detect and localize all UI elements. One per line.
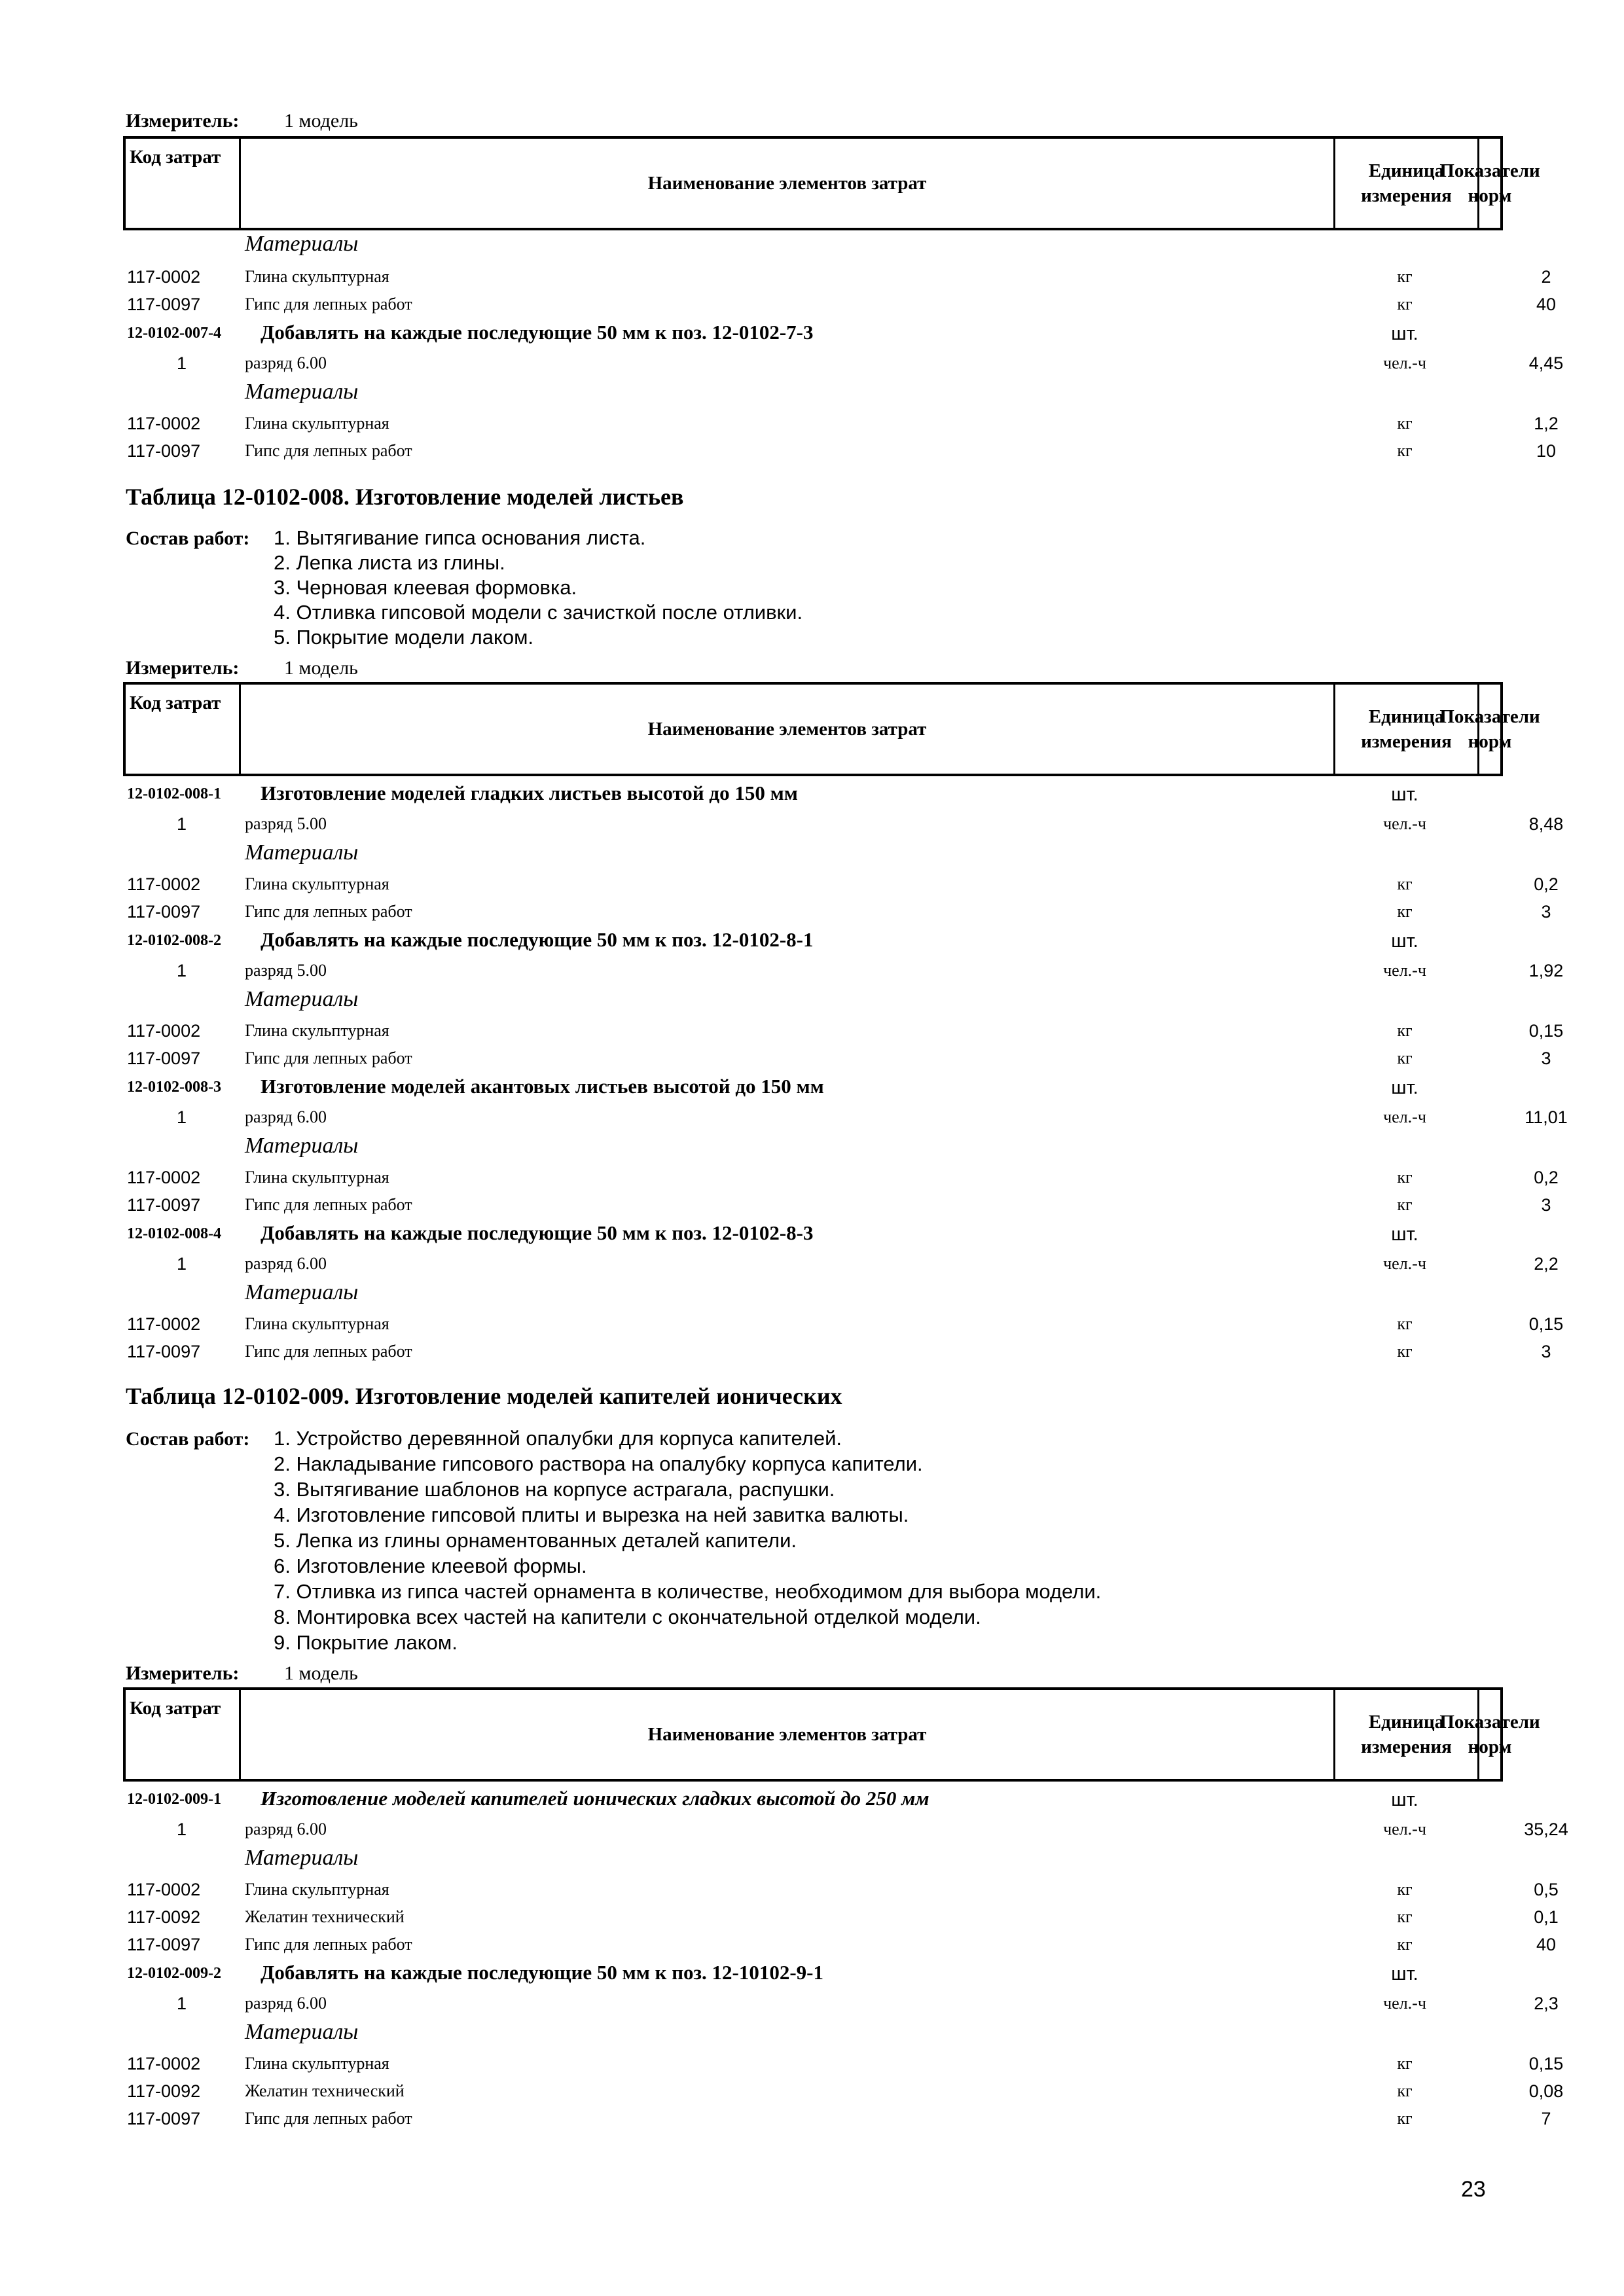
work-item: 2. Накладывание гипсового раствора на опалубку корпуса капители. (274, 1452, 923, 1475)
work-item: 5. Покрытие модели лаком. (274, 626, 534, 649)
header-unit: Единица измерения (1335, 685, 1479, 774)
measure-value: 1 модель (284, 110, 358, 132)
materials-heading: Материалы (245, 1134, 359, 1158)
work-item: 3. Вытягивание шаблонов на корпусе астрагала, распушки. (274, 1478, 835, 1501)
position-row: 12-0102-009-1 Изготовление моделей капителей ионических гладких высотой до 250 мм шт. (127, 1787, 1418, 1810)
work-item: 6. Изготовление клеевой формы. (274, 1554, 587, 1577)
position-row: 12-0102-008-3 Изготовление моделей акантовых листьев высотой до 150 мм шт. (127, 1075, 1418, 1098)
table-row: 117-0002 Глина скульптурная кг 0,15 (127, 1021, 1564, 1041)
materials-heading: Материалы (245, 987, 359, 1011)
work-composition-label: Состав работ: (126, 1428, 250, 1450)
work-item: 9. Покрытие лаком. (274, 1631, 458, 1654)
position-row: 12-0102-009-2 Добавлять на каждые последующие 50 мм к поз. 12-10102-9-1 шт. (127, 1961, 1418, 1984)
table-row: 117-0002 Глина скульптурная кг 0,15 (127, 2054, 1564, 2073)
work-item: 8. Монтировка всех частей на капители с окончательной отделкой модели. (274, 1605, 981, 1628)
measure-label: Измеритель: (126, 657, 240, 679)
page-number: 23 (1461, 2177, 1486, 2202)
table-row: 117-0002 Глина скульптурная кг 2 (127, 267, 1551, 287)
materials-heading: Материалы (245, 232, 359, 256)
position-row: 12-0102-008-4 Добавлять на каждые последующие 50 мм к поз. 12-0102-8-3 шт. (127, 1221, 1418, 1245)
work-item: 3. Черновая клеевая формовка. (274, 576, 577, 599)
measure-value: 1 модель (284, 657, 358, 679)
header-unit: Единица измерения (1335, 139, 1479, 228)
work-item: 5. Лепка из глины орнаментованных деталей капители. (274, 1529, 797, 1552)
table-row: 117-0002 Глина скульптурная кг 0,2 (127, 1168, 1559, 1187)
position-row: 12-0102-008-1 Изготовление моделей гладких листьев высотой до 150 мм шт. (127, 781, 1418, 805)
table-header (123, 136, 1540, 230)
materials-heading: Материалы (245, 380, 359, 404)
table-title: Таблица 12-0102-009. Изготовление моделей капителей ионических (126, 1383, 842, 1409)
table-row: 117-0097 Гипс для лепных работ кг 3 (127, 1049, 1551, 1068)
header-norm: Показатели норм (1439, 706, 1540, 752)
work-item: 4. Отливка гипсовой модели с зачисткой после отливки. (274, 601, 803, 624)
header-name: Наименование элементов затрат (241, 139, 1335, 228)
materials-heading: Материалы (245, 840, 359, 865)
materials-heading: Материалы (245, 2020, 359, 2044)
table-row: 117-0002 Глина скульптурная кг 0,15 (127, 1314, 1564, 1334)
header-norm: Показатели норм (1439, 160, 1540, 206)
table-row: 1 разряд 6.00 чел.-ч 11,01 (177, 1107, 1568, 1127)
table-header (123, 682, 1540, 776)
work-item: 2. Лепка листа из глины. (274, 551, 505, 574)
table-row: 117-0002 Глина скульптурная кг 0,5 (127, 1880, 1559, 1899)
header-norm: Показатели норм (1439, 1712, 1540, 1757)
table-header (123, 1687, 1540, 1782)
table-row: 117-0002 Глина скульптурная кг 1,2 (127, 414, 1559, 433)
table-row: 117-0097 Гипс для лепных работ кг 3 (127, 1342, 1551, 1361)
table-row: 1 разряд 6.00 чел.-ч 2,3 (177, 1994, 1559, 2013)
table-row: 1 разряд 6.00 чел.-ч 2,2 (177, 1254, 1559, 1274)
position-row: 12-0102-008-2 Добавлять на каждые последующие 50 мм к поз. 12-0102-8-1 шт. (127, 928, 1418, 952)
materials-heading: Материалы (245, 1280, 359, 1304)
table-title: Таблица 12-0102-008. Изготовление моделей листьев (126, 484, 684, 510)
header-name: Наименование элементов затрат (241, 1690, 1335, 1779)
table-row: 1 разряд 5.00 чел.-ч 1,92 (177, 961, 1564, 980)
header-name: Наименование элементов затрат (241, 685, 1335, 774)
materials-heading: Материалы (245, 1846, 359, 1870)
table-row: 1 разряд 6.00 чел.-ч 4,45 (177, 353, 1564, 373)
table-row: 117-0092 Желатин технический кг 0,1 (127, 1907, 1559, 1927)
header-code: Код затрат (126, 1690, 241, 1779)
header-unit: Единица измерения (1335, 1690, 1479, 1779)
position-row: 12-0102-007-4 Добавлять на каждые последующие 50 мм к поз. 12-0102-7-3 шт. (127, 321, 1418, 344)
table-row: 117-0092 Желатин технический кг 0,08 (127, 2081, 1564, 2101)
table-row: 117-0097 Гипс для лепных работ кг 40 (127, 1935, 1557, 1954)
table-row: 1 разряд 6.00 чел.-ч 35,24 (177, 1820, 1568, 1839)
measure-label: Измеритель: (126, 1662, 240, 1684)
table-row: 117-0097 Гипс для лепных работ кг 3 (127, 902, 1551, 922)
work-item: 1. Устройство деревянной опалубки для корпуса капителей. (274, 1427, 842, 1450)
table-row: 117-0097 Гипс для лепных работ кг 7 (127, 2109, 1551, 2128)
header-code: Код затрат (126, 139, 241, 228)
work-item: 7. Отливка из гипса частей орнамента в количестве, необходимом для выбора модели. (274, 1580, 1102, 1603)
table-row: 117-0097 Гипс для лепных работ кг 3 (127, 1195, 1551, 1215)
measure-label: Измеритель: (126, 110, 240, 132)
work-item: 4. Изготовление гипсовой плиты и вырезка на ней завитка валюты. (274, 1503, 909, 1526)
work-item: 1. Вытягивание гипса основания листа. (274, 526, 646, 549)
table-row: 117-0097 Гипс для лепных работ кг 40 (127, 295, 1557, 314)
measure-value: 1 модель (284, 1662, 358, 1684)
table-row: 117-0097 Гипс для лепных работ кг 10 (127, 441, 1557, 461)
header-code: Код затрат (126, 685, 241, 774)
table-row: 117-0002 Глина скульптурная кг 0,2 (127, 874, 1559, 894)
table-row: 1 разряд 5.00 чел.-ч 8,48 (177, 814, 1564, 834)
work-composition-label: Состав работ: (126, 528, 250, 549)
